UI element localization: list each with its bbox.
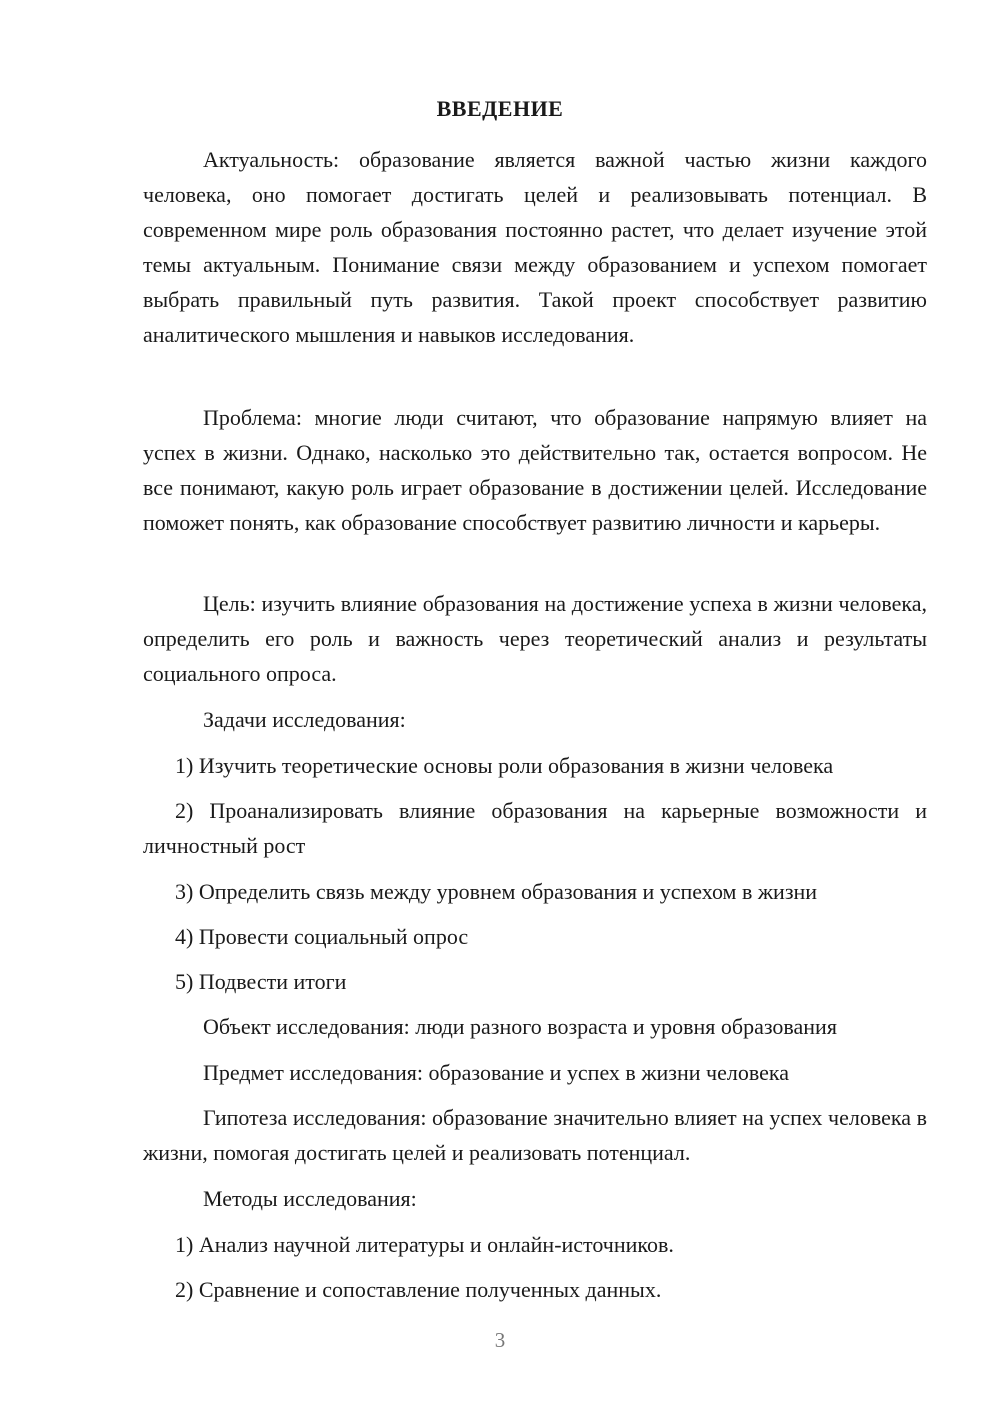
page-number: 3 — [494, 1328, 506, 1352]
method-item-1: 1) Анализ научной литературы и онлайн-источников. — [175, 1232, 674, 1257]
task-item-2: 2) Проанализировать влияние образования на карьерные возможности и личностный рост — [143, 798, 927, 858]
tasks-heading: Задачи исследования: — [203, 707, 406, 732]
task-item-3: 3) Определить связь между уровнем образования и успехом в жизни — [175, 879, 818, 904]
page-title: ВВЕДЕНИЕ — [436, 96, 564, 121]
paragraph-object: Объект исследования: люди разного возраста и уровня образования — [203, 1014, 837, 1039]
methods-heading: Методы исследования: — [203, 1186, 417, 1211]
task-item-1: 1) Изучить теоретические основы роли образования в жизни человека — [175, 753, 834, 778]
task-item-4: 4) Провести социальный опрос — [175, 924, 469, 949]
paragraph-subject: Предмет исследования: образование и успех в жизни человека — [203, 1060, 789, 1085]
paragraph-problem: Проблема: многие люди считают, что образование напрямую влияет на успех в жизни. Однако, насколько это действительно так, остается вопросом. Не все понимают, какую роль играет образование в достижении целей. Исследование поможет понять, как образование способствует развитию личности и карьеры. — [143, 405, 927, 535]
paragraph-goal: Цель: изучить влияние образования на достижение успеха в жизни человека, определить его роль и важность через теоретический анализ и результаты социального опроса. — [143, 591, 927, 686]
method-item-2: 2) Сравнение и сопоставление полученных данных. — [175, 1277, 662, 1302]
task-item-5: 5) Подвести итоги — [175, 969, 347, 994]
paragraph-relevance: Актуальность: образование является важной частью жизни каждого человека, оно помогает достигать целей и реализовывать потенциал. В современном мире роль образования постоянно растет, что делает изучение этой темы актуальным. Понимание связи между образованием и успехом помогает выбрать правильный путь развития. Такой проект способствует развитию аналитического мышления и навыков исследования. — [143, 147, 927, 347]
paragraph-hypothesis: Гипотеза исследования: образование значительно влияет на успех человека в жизни, помогая достигать целей и реализовать потенциал. — [143, 1105, 927, 1165]
